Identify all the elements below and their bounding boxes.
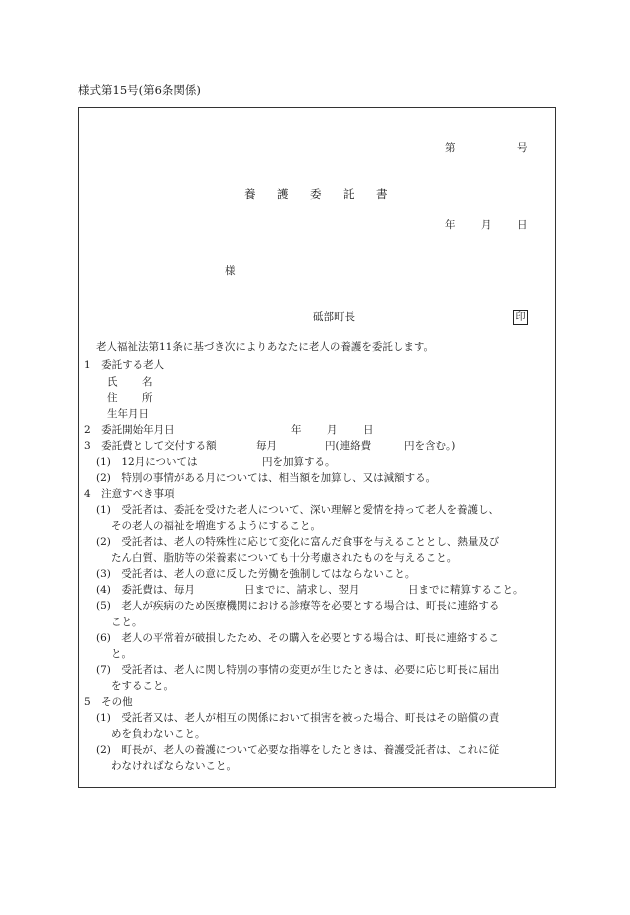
- fee-yen-contact: 円(連絡費: [325, 440, 372, 452]
- note-item4-b: 日までに、請求し、翌月: [244, 584, 360, 596]
- note-item1-line1: (1) 受託者は、委託を受けた老人について、深い理解と愛情を持って老人を養護し、: [96, 504, 499, 516]
- section3-heading: 3 委託費として交付する額: [84, 440, 217, 452]
- section4-heading: 4 注意すべき事項: [84, 488, 175, 500]
- title-char: 委: [310, 187, 322, 201]
- fee-item1-a: (1) 12月については: [96, 456, 198, 468]
- number-go: 号: [517, 142, 528, 154]
- fee-item2: (2) 特別の事情がある月については、相当額を加算し、又は減額する。: [96, 472, 437, 484]
- recipient-suffix: 様: [225, 265, 236, 277]
- start-day: 日: [363, 424, 374, 436]
- note-item4-c: 日までに精算すること。: [408, 584, 524, 596]
- other-item1-line1: (1) 受託者又は、老人が相互の関係において損害を被った場合、町長はその賠償の責: [96, 712, 500, 724]
- section2-heading: 2 委託開始年月日: [84, 424, 175, 436]
- note-item5-line2: こと。: [111, 616, 143, 628]
- title-char: 養: [244, 187, 256, 201]
- form-label: 様式第15号(第6条関係): [78, 83, 201, 97]
- elder-name-label-b: 名: [142, 376, 153, 388]
- elder-address-label-b: 所: [142, 392, 153, 404]
- elder-name-label-a: 氏: [107, 376, 118, 388]
- intro-text: 老人福祉法第11条に基づき次によりあなたに老人の養護を委託します。: [96, 341, 435, 353]
- fee-monthly-label: 毎月: [256, 440, 277, 452]
- section5-heading: 5 その他: [84, 696, 133, 708]
- note-item2-line2: たん白質、脂肪等の栄養素についても十分考慮されたものを与えること。: [111, 552, 458, 564]
- note-item2-line1: (2) 受託者は、老人の特殊性に応じて変化に富んだ食事を与えることとし、熱量及び: [96, 536, 500, 548]
- start-month: 月: [327, 424, 338, 436]
- other-item2-line1: (2) 町長が、老人の養護について必要な指導をしたときは、養護受託者は、これに従: [96, 744, 500, 756]
- date-month: 月: [481, 219, 492, 231]
- other-item1-line2: めを負わないこと。: [111, 728, 206, 740]
- title-char: 護: [277, 187, 289, 201]
- fee-item1-b: 円を加算する。: [262, 456, 336, 468]
- number-dai: 第: [445, 142, 456, 154]
- elder-birthdate-label: 生年月日: [107, 408, 149, 420]
- issuer-name: 砥部町長: [313, 311, 355, 323]
- note-item1-line2: その老人の福祉を増進するようにすること。: [111, 520, 321, 532]
- title-char: 託: [343, 187, 355, 201]
- date-day: 日: [517, 219, 528, 231]
- note-item7-line1: (7) 受託者は、老人に関し特別の事情の変更が生じたときは、必要に応じ町長に届出: [96, 664, 500, 676]
- section1-heading: 1 委託する老人: [84, 359, 165, 371]
- note-item6-line1: (6) 老人の平常着が破損したため、その購入を必要とする場合は、町長に連絡するこ: [96, 632, 499, 644]
- note-item5-line1: (5) 老人が疾病のため医療機関における診療等を必要とする場合は、町長に連絡する: [96, 600, 500, 612]
- note-item7-line2: をすること。: [111, 680, 174, 692]
- note-item4-a: (4) 委託費は、毎月: [96, 584, 195, 596]
- title-char: 書: [376, 187, 388, 201]
- other-item2-line2: わなければならないこと。: [111, 760, 237, 772]
- note-item3: (3) 受託者は、老人の意に反した労働を強制してはならないこと。: [96, 568, 416, 580]
- fee-included: 円を含む。): [404, 440, 456, 452]
- date-year: 年: [445, 219, 456, 231]
- start-year: 年: [291, 424, 302, 436]
- seal-icon: 印: [513, 310, 528, 325]
- note-item6-line2: と。: [111, 648, 132, 660]
- elder-address-label-a: 住: [107, 392, 118, 404]
